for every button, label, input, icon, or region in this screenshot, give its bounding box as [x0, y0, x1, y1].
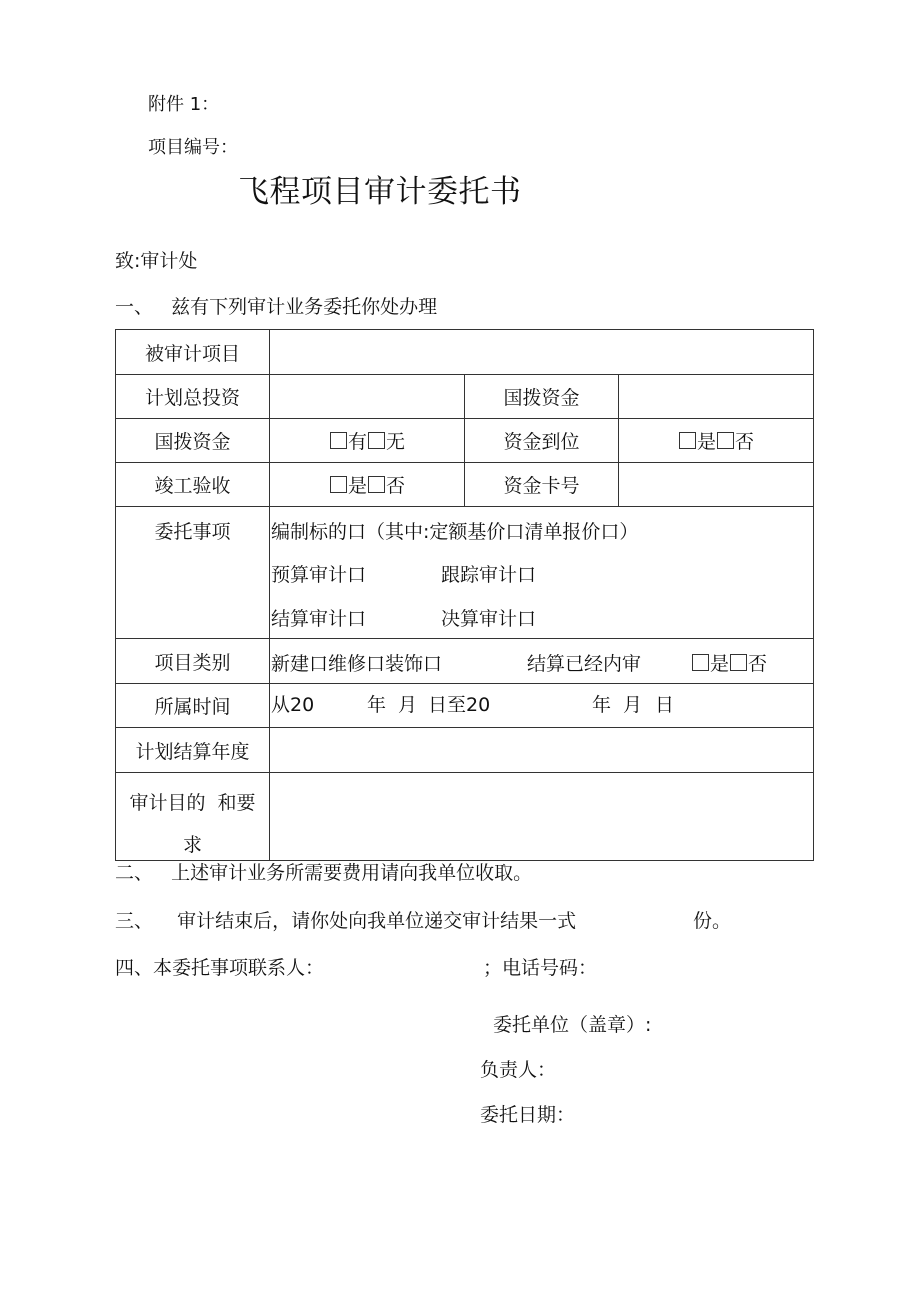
option-no-label: 无: [386, 431, 406, 453]
period-day-2: 日: [655, 694, 675, 716]
checkbox-no[interactable]: [730, 654, 747, 671]
funds-in-place-label: 资金到位: [465, 419, 619, 463]
table-row: [116, 639, 814, 684]
funds-card-number-field[interactable]: [619, 463, 814, 507]
project-category-cell: [270, 639, 814, 684]
state-funds-field[interactable]: [619, 375, 814, 419]
option-no-label: 否: [748, 653, 768, 675]
table-row: [116, 728, 814, 773]
entrusted-line-1[interactable]: 编制标的口（其中:定额基价口清单报价口）: [271, 521, 639, 543]
settlement-audit-option[interactable]: 结算审计口: [271, 608, 367, 630]
state-funds-options: [270, 419, 465, 463]
entrusted-matters-label: 委托事项: [154, 521, 231, 543]
checkbox-no[interactable]: [368, 476, 385, 493]
project-number-label: 项目编号：: [148, 137, 238, 158]
planned-settlement-year-field[interactable]: [270, 728, 814, 773]
internal-audit-label: 结算已经内审: [527, 653, 642, 675]
period-year-2: 年: [592, 694, 612, 716]
addressee: 致:审计处: [115, 250, 198, 272]
option-yes-label: 是: [696, 431, 716, 453]
table-row: [116, 773, 814, 861]
section-four-phone: ；电话号码：: [483, 957, 598, 979]
audit-purpose-label-2: 求: [182, 834, 202, 856]
section-four-contact: 四、本委托事项联系人：: [115, 957, 325, 979]
checkbox-yes[interactable]: [692, 654, 709, 671]
audit-purpose-field[interactable]: [270, 773, 814, 861]
project-category-label: 项目类别: [116, 639, 270, 684]
option-yes-label: 是: [710, 653, 730, 675]
section-two: 二、 上述审计业务所需要费用请向我单位收取。: [115, 862, 533, 884]
checkbox-yes[interactable]: [330, 432, 347, 449]
tracking-audit-option[interactable]: 跟踪审计口: [441, 564, 537, 586]
period-month-2: 月: [623, 694, 643, 716]
table-row: [116, 419, 814, 463]
audited-project-field[interactable]: [270, 330, 814, 375]
period-year-1: 年: [367, 694, 387, 716]
state-funds-label: 国拨资金: [465, 375, 619, 419]
project-category-options[interactable]: 新建口维修口装饰口: [271, 653, 443, 675]
period-from: 从20: [271, 694, 315, 716]
table-row: [116, 375, 814, 419]
attachment-label: 附件 1：: [148, 94, 220, 115]
state-funds-label-2: 国拨资金: [116, 419, 270, 463]
budget-audit-option[interactable]: 预算审计口: [271, 564, 367, 586]
completion-acceptance-label: 竣工验收: [116, 463, 270, 507]
table-row: [116, 684, 814, 728]
table-row: [116, 330, 814, 375]
section-three-copies: 份。: [693, 910, 732, 932]
option-yes-label: 有: [347, 431, 367, 453]
table-row: [116, 463, 814, 507]
checkbox-yes[interactable]: [330, 476, 347, 493]
checkbox-yes[interactable]: [679, 432, 696, 449]
planned-investment-field[interactable]: [270, 375, 465, 419]
period-label: 所属时间: [116, 684, 270, 728]
option-yes-label: 是: [347, 475, 367, 497]
funds-in-place-options: [619, 419, 814, 463]
planned-settlement-year-label: 计划结算年度: [116, 728, 270, 773]
checkbox-no[interactable]: [368, 432, 385, 449]
period-day-to: 日至20: [428, 694, 491, 716]
entrusted-matters-label-cell: [116, 507, 270, 639]
checkbox-no[interactable]: [717, 432, 734, 449]
entrusting-unit-label: 委托单位（盖章）:: [493, 1014, 652, 1036]
period-cell: [270, 684, 814, 728]
entrust-date-label: 委托日期：: [480, 1104, 576, 1126]
completion-acceptance-options: [270, 463, 465, 507]
page-title: 飞程项目审计委托书: [238, 174, 522, 210]
period-month-1: 月: [398, 694, 418, 716]
audit-purpose-label-cell: [116, 773, 270, 861]
entrusted-matters-cell: [270, 507, 814, 639]
audit-form-table: [115, 329, 814, 861]
final-accounts-audit-option[interactable]: 决算审计口: [441, 608, 537, 630]
funds-card-number-label: 资金卡号: [465, 463, 619, 507]
internal-audit-options: [691, 649, 767, 676]
table-row: [116, 507, 814, 639]
responsible-person-label: 负责人：: [480, 1059, 557, 1081]
audit-purpose-label: 审计目的 和要: [129, 792, 256, 814]
section-three: 三、 审计结束后，请你处向我单位递交审计结果一式: [115, 910, 577, 932]
option-no-label: 否: [735, 431, 755, 453]
planned-investment-label: 计划总投资: [116, 375, 270, 419]
section-one: 一、 兹有下列审计业务委托你处办理: [115, 296, 438, 318]
audited-project-label: 被审计项目: [116, 330, 270, 375]
option-no-label: 否: [386, 475, 406, 497]
